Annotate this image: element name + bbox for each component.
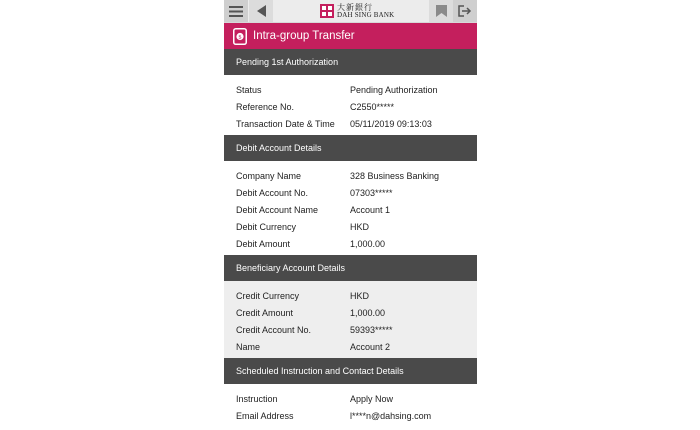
detail-value: HKD	[350, 290, 370, 301]
detail-row	[224, 98, 477, 115]
svg-text:$: $	[238, 34, 242, 41]
detail-value: l****n@dahsing.com	[350, 410, 432, 421]
menu-button[interactable]	[224, 0, 248, 22]
bookmark-icon	[436, 5, 447, 17]
page-title: Intra-group Transfer	[253, 30, 355, 42]
detail-label: Company Name	[236, 170, 302, 181]
detail-row	[224, 115, 477, 132]
detail-value: Account 1	[350, 204, 391, 215]
detail-label: Debit Account No.	[236, 187, 309, 198]
back-icon	[257, 5, 266, 17]
logo-english-text: DAH SING BANK	[337, 10, 395, 19]
detail-row	[224, 287, 477, 304]
detail-value: 07303*****	[350, 187, 393, 198]
detail-value: HKD	[350, 221, 370, 232]
detail-row	[224, 235, 477, 252]
detail-value: 05/11/2019 09:13:03	[350, 118, 432, 129]
section-header-beneficiary-account: Beneficiary Account Details	[224, 255, 477, 281]
detail-row	[224, 201, 477, 218]
detail-value: Pending Authorization	[350, 84, 438, 95]
detail-label: Credit Currency	[236, 290, 300, 301]
section-body-beneficiary-account	[224, 281, 477, 358]
section-header-pending-authorization: Pending 1st Authorization	[224, 49, 477, 75]
detail-value: 328 Business Banking	[350, 170, 440, 181]
section-header-scheduled-instruction: Scheduled Instruction and Contact Details	[224, 358, 477, 384]
detail-label: Status	[236, 84, 262, 95]
mobile-app-frame	[224, 0, 477, 430]
section-body-debit-account	[224, 161, 477, 255]
bookmark-button[interactable]	[429, 0, 453, 22]
detail-value: Account 2	[350, 341, 391, 352]
logout-icon	[458, 5, 472, 17]
detail-label: Instruction	[236, 393, 278, 404]
section-header-debit-account: Debit Account Details	[224, 135, 477, 161]
detail-value: Apply Now	[350, 393, 394, 404]
detail-label: Reference No.	[236, 101, 295, 112]
menu-icon	[229, 6, 243, 17]
detail-row	[224, 167, 477, 184]
transfer-phone-icon	[233, 28, 247, 45]
detail-row	[224, 81, 477, 98]
dahsing-logo-icon	[320, 4, 334, 18]
logout-button[interactable]	[453, 0, 477, 22]
detail-label: Email Address	[236, 410, 294, 421]
logo-chinese-text: 大新銀行	[337, 2, 373, 12]
bank-logo	[320, 2, 394, 20]
detail-value: C2550*****	[350, 101, 395, 112]
detail-label: Credit Amount	[236, 307, 294, 318]
detail-label: Debit Account Name	[236, 204, 319, 215]
detail-row	[224, 407, 477, 424]
detail-row	[224, 184, 477, 201]
detail-row	[224, 321, 477, 338]
detail-row	[224, 218, 477, 235]
detail-label: Name	[236, 341, 261, 352]
detail-label: Credit Account No.	[236, 324, 312, 335]
detail-row	[224, 304, 477, 321]
section-body-pending-authorization	[224, 75, 477, 135]
detail-value: 59393*****	[350, 324, 393, 335]
detail-row	[224, 390, 477, 407]
top-toolbar	[224, 0, 477, 23]
detail-value: 1,000.00	[350, 307, 386, 318]
detail-label: Debit Currency	[236, 221, 297, 232]
back-button[interactable]	[249, 0, 273, 22]
detail-label: Debit Amount	[236, 238, 291, 249]
page-title-bar	[224, 23, 477, 49]
detail-label: Transaction Date & Time	[236, 118, 335, 129]
detail-row	[224, 338, 477, 355]
section-body-scheduled-instruction	[224, 384, 477, 427]
detail-value: 1,000.00	[350, 238, 386, 249]
